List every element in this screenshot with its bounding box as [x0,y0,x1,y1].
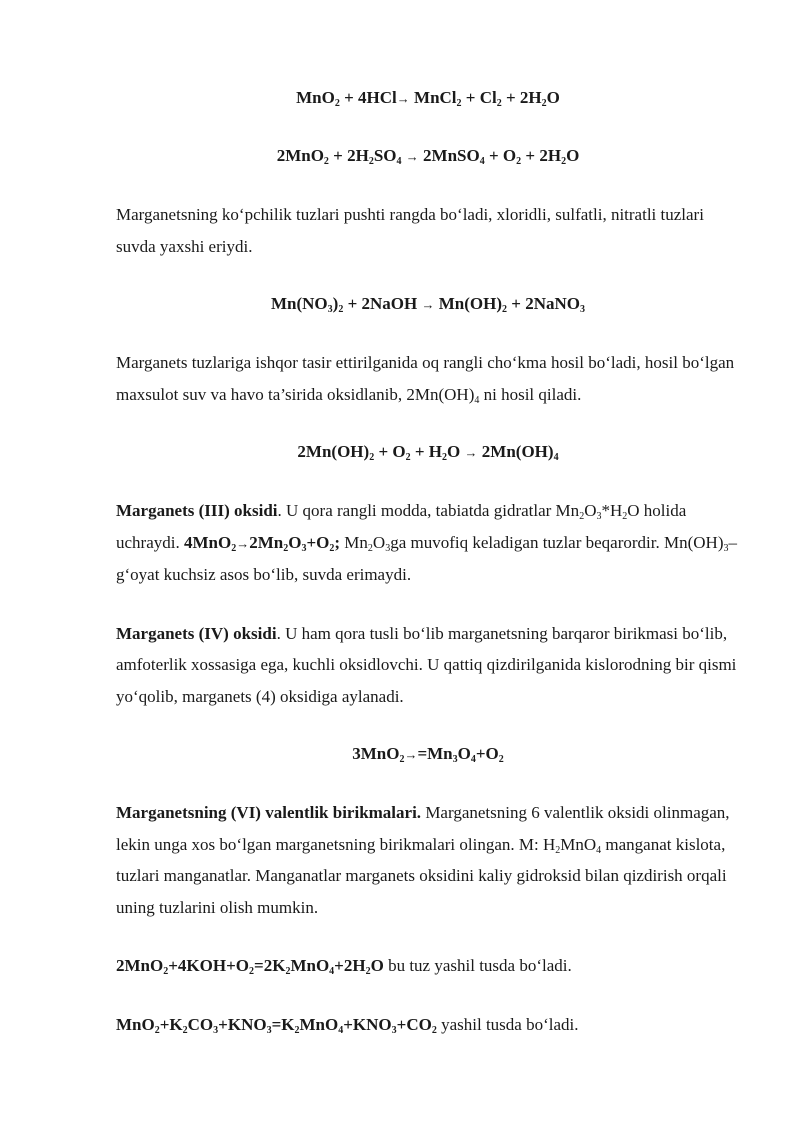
eq4-sub: 2 [442,452,448,463]
eq-sub: 3 [266,1024,272,1036]
arrow-icon: → [404,747,418,762]
paragraph-text: bu tuz yashil tusda bo‘ladi. [383,956,572,975]
eq-sub: 3 [213,1024,219,1036]
paragraph-sub: 3 [723,542,729,554]
eq-term: 4MnO [183,532,232,552]
paragraph-sub: 4 [596,844,602,856]
eq-sub: 3 [391,1024,397,1036]
paragraph-sub: 2 [579,511,585,522]
eq-term: +2H [334,956,366,975]
section-heading: Marganets (III) oksidi [116,501,278,520]
eq-sub: 4 [338,1024,344,1036]
equation-5 [116,739,740,770]
eq-sub: 3 [301,542,307,554]
eq2-sub: 2 [368,156,374,167]
eq-term: +KNO [218,1014,267,1034]
paragraph-text: . U qora rangli modda, tabiatda gidratlar Mn [277,501,580,520]
paragraph-text: Marganets tuzlariga ishqor tasir ettirilganida oq rangli cho‘kma hosil bo‘ladi, hosil bo‘lgan maxsulot suv va havo ta’sirida oksidlanib, 2Mn(OH) [116,353,735,404]
paragraph-sub: 3 [596,511,602,522]
eq4-sub: 2 [369,452,375,463]
eq2-term: + 2H [328,146,369,165]
eq4-sub: 4 [553,452,559,463]
paragraph-text: manganat kislota, tuzlari manganatlar. Manganatlar marganets oksidini kaliy gidroksid bilan qizdirish orqali uning tuzlarini olish mumkin. [116,834,727,917]
paragraph-text: Mn [340,532,368,552]
paragraph-salts [116,199,740,262]
eq-sub: 2 [294,1024,300,1036]
eq3-term: Mn(NO [270,294,328,313]
eq-sub: 2 [329,542,335,554]
arrow-icon: → [421,297,435,312]
eq3-term: + 2NaOH [343,294,422,313]
paragraph-text: O holida uchraydi. [116,501,687,552]
paragraph-sub: 2 [555,844,561,856]
eq3-sub: 2 [502,304,508,315]
paragraph-text: – g‘oyat kuchsiz asos bo‘lib, suvda erimaydi. [116,532,737,584]
paragraph-text: MnO [560,834,597,854]
eq1-term: + 2H [501,88,542,107]
paragraph-text: . U ham qora tusli bo‘lib marganetsning barqaror birikmasi bo‘lib, amfoterlik xossasiga ega, kuchli oksidlovchi. U qattiq qizdirilganida kislorodning bir qismi yo‘qolib, marganets (4) oksidiga aylanadi. [116,623,737,706]
eq3-sub: 2 [338,304,344,315]
eq1-term: O [546,88,560,107]
eq4-term: 2Mn(OH) [477,442,554,461]
eq1-term: + Cl [461,88,497,107]
eq3-term: ) [332,294,339,313]
eq-sub: 2 [283,542,289,554]
eq-sub: 2 [231,542,237,554]
document-page [116,83,740,1040]
eq-sub: 2 [182,1024,188,1036]
eq-sub: 2 [163,966,169,977]
paragraph-text: O [584,501,597,520]
eq-term: MnO [299,1014,339,1034]
arrow-icon: → [405,149,419,164]
eq2-term: + O [484,146,517,165]
eq3-term: + 2NaNO [507,294,580,313]
eq1-sub: 2 [496,98,502,109]
eq-sub: 2 [154,1024,160,1036]
eq2-sub: 2 [561,156,567,167]
paragraph-text: Marganetsning 6 valentlik oksidi olinmagan, lekin unga xos bo‘lgan marganetsning birikmalari olingan. M: H [116,803,730,854]
eq-term: =2K [254,956,286,975]
eq-sub: 4 [329,966,335,977]
eq5-term: O [457,744,471,763]
eq2-term: 2MnSO [418,146,480,165]
eq1-sub: 2 [334,98,340,109]
paragraph-text: yashil tusda bo‘ladi. [436,1014,579,1034]
inline-equation [116,956,384,975]
eq-term: CO [187,1014,214,1034]
paragraph-mn-iv-oxide [116,618,740,713]
eq4-term: + O [374,442,406,461]
eq5-sub: 2 [399,754,405,765]
eq2-term: SO [373,146,397,165]
paragraph-sub: 3 [385,542,391,554]
eq4-term: 2Mn(OH) [297,442,370,461]
eq-sub: 2 [249,966,255,977]
paragraph-mn-vi-compounds [116,797,740,923]
eq-term: MnO [290,956,330,975]
eq2-sub: 2 [323,156,329,167]
equation-3 [116,289,740,320]
paragraph-mn-iii-oxide [116,495,740,591]
eq2-sub: 2 [516,156,522,167]
paragraph-text: ga muvofiq keladigan tuzlar beqarordir. Mn(OH) [390,532,724,552]
paragraph-manganate-reaction-1 [116,950,740,982]
eq-term: ; [334,532,341,552]
eq1-term: MnCl [409,88,457,107]
eq-term: O [370,956,384,975]
eq-term: +4KOH+O [168,956,250,975]
paragraph-sub: 2 [367,542,373,554]
inline-equation [116,1015,437,1034]
paragraph-manganate-reaction-2 [116,1009,740,1041]
eq1-sub: 2 [456,98,462,109]
arrow-icon: → [464,445,478,460]
eq5-sub: 2 [498,754,504,765]
eq1-term: + 4HCl [339,88,397,107]
paragraph-text: ni hosil qiladi. [479,384,582,404]
eq-sub: 2 [285,966,291,977]
eq-term: +O [306,532,330,552]
eq2-sub: 4 [479,156,485,167]
eq1-term: MnO [296,88,335,107]
paragraph-sub: 4 [474,394,480,406]
eq5-sub: 4 [470,754,476,765]
eq1-sub: 2 [541,98,547,109]
paragraph-sub: 2 [622,511,628,522]
eq5-term: 3MnO [352,744,400,763]
eq5-sub: 3 [452,754,458,765]
section-heading: Marganets (IV) oksidi [116,623,277,643]
eq4-term: + H [410,442,443,461]
eq-sub: 2 [365,966,371,977]
eq-term: O [288,532,302,552]
eq2-term: O [566,146,580,165]
eq-term: +KNO [343,1014,392,1034]
paragraph-text: Marganetsning ko‘pchilik tuzlari pushti rangda bo‘ladi, xloridli, sulfatli, nitratli tuzlari suvda yaxshi eriydi. [116,205,704,256]
eq-term: 2MnO [116,956,164,975]
eq-term: 2Mn [249,532,284,552]
eq2-term: + 2H [521,146,562,165]
eq3-sub: 3 [580,304,585,315]
eq-sub: 2 [431,1024,437,1036]
inline-equation [184,533,340,552]
eq3-sub: 3 [327,304,333,315]
eq-term: +CO [396,1014,432,1034]
arrow-icon: → [236,535,250,551]
paragraph-alkali [116,347,740,410]
equation-4 [116,437,740,468]
paragraph-text: O [372,532,386,552]
arrow-icon: → [396,91,410,106]
eq-term: +K [159,1014,183,1034]
equation-2 [116,141,740,172]
section-heading: Marganetsning (VI) valentlik birikmalari. [116,803,422,822]
eq4-term: O [447,442,465,461]
eq5-term: =Mn [417,744,453,763]
equation-1 [116,83,740,114]
eq4-sub: 2 [405,452,411,463]
eq2-term: 2MnO [276,146,324,165]
eq2-sub: 4 [396,156,402,167]
eq-term: =K [271,1014,295,1034]
eq5-term: +O [475,744,499,763]
eq3-term: Mn(OH) [434,294,503,313]
eq-term: MnO [116,1014,155,1034]
paragraph-text: *H [601,501,623,520]
